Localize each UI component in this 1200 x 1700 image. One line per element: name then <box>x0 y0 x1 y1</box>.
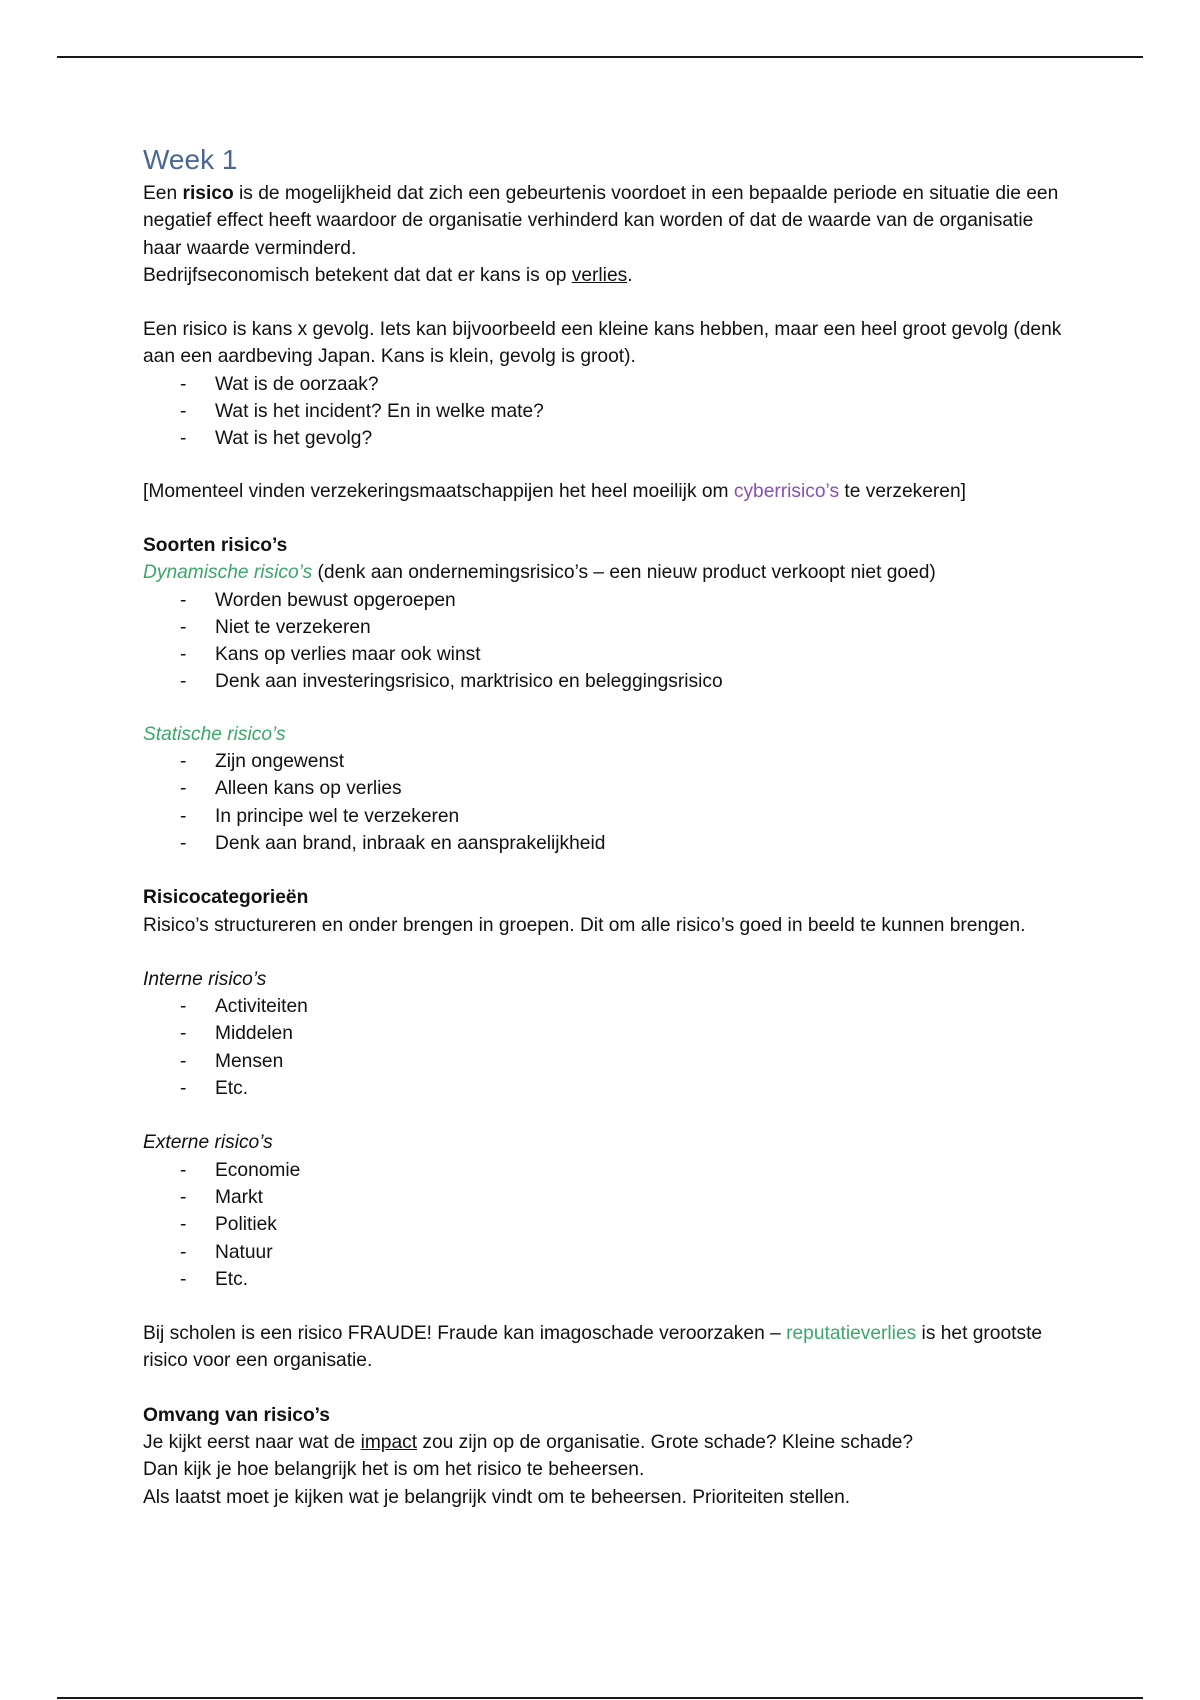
extern-list <box>143 1157 1063 1293</box>
intro-pre: Een <box>143 183 183 204</box>
page-title: Week 1 <box>143 144 238 175</box>
dynamisch-list <box>143 587 1063 696</box>
intro-post: is de mogelijkheid dat zich een gebeurtenis voordoet in een bepaalde periode en situatie die een negatief effect heeft waardoor de organisatie verhinderd kan worden of dat de waarde van de organisatie haar waarde verminderd. <box>143 183 1059 259</box>
categorie-heading: Risicocategorieën <box>143 887 309 909</box>
cyber-pre: [Momenteel vinden verzekeringsmaatschappijen het heel moeilijk om <box>143 480 734 502</box>
statisch-label: Statische risico’s <box>143 723 286 745</box>
list-item: - Etc. <box>143 1075 1063 1102</box>
list-item: - Economie <box>143 1157 1063 1184</box>
list-item: - Worden bewust opgeroepen <box>143 587 1063 614</box>
kans-paragraph: Een risico is kans x gevolg. Iets kan bijvoorbeeld een kleine kans hebben, maar een heel groot gevolg (denk aan een aardbeving Japan. Kans is klein, gevolg is groot). <box>143 319 1062 368</box>
cyber-post: te verzekeren] <box>839 480 966 502</box>
list-item: - Denk aan investeringsrisico, marktrisico en beleggingsrisico <box>143 668 1063 695</box>
document-body <box>143 140 1063 1511</box>
list-item: - Activiteiten <box>143 993 1063 1020</box>
kans-list <box>143 371 1063 453</box>
fraude-post: is het grootste risico voor een organisatie. <box>143 1323 1043 1372</box>
intro-line2-pre: Bedrijfseconomisch betekent dat dat er kans is op <box>143 264 572 286</box>
intro-paragraph <box>143 180 1063 262</box>
intro-line2 <box>143 262 1063 289</box>
statisch-list <box>143 748 1063 857</box>
list-item: - Politiek <box>143 1211 1063 1238</box>
list-item: - Kans op verlies maar ook winst <box>143 641 1063 668</box>
list-item: - Etc. <box>143 1266 1063 1293</box>
intro-term: risico <box>182 183 234 204</box>
soorten-heading: Soorten risico’s <box>143 534 288 556</box>
categorie-text: Risico’s structureren en onder brengen in groepen. Dit om alle risico’s goed in beeld te kunnen brengen. <box>143 914 1026 936</box>
list-item: - Denk aan brand, inbraak en aansprakelijkheid <box>143 830 1063 857</box>
cyber-term: cyberrisico’s <box>733 480 840 502</box>
list-item: - Wat is het incident? En in welke mate? <box>143 398 1063 425</box>
list-item: - In principe wel te verzekeren <box>143 803 1063 830</box>
fraude-pre: Bij scholen is een risico FRAUDE! Fraude kan imagoschade veroorzaken – <box>143 1323 787 1345</box>
extern-label: Externe risico’s <box>143 1132 273 1154</box>
omvang-l1-pre: Je kijkt eerst naar wat de <box>143 1431 361 1453</box>
omvang-line2: Dan kijk je hoe belangrijk het is om het risico te beheersen. <box>143 1459 645 1481</box>
dynamisch-note: (denk aan ondernemingsrisico’s – een nieuw product verkoopt niet goed) <box>312 562 936 584</box>
list-item: - Mensen <box>143 1048 1063 1075</box>
omvang-line3: Als laatst moet je kijken wat je belangrijk vindt om te beheersen. Prioriteiten stellen. <box>143 1486 851 1508</box>
omvang-heading: Omvang van risico’s <box>143 1404 330 1426</box>
list-item: - Alleen kans op verlies <box>143 775 1063 802</box>
footer-rule <box>57 1697 1143 1699</box>
list-item: - Wat is de oorzaak? <box>143 371 1063 398</box>
header-rule <box>57 56 1143 58</box>
intro-line2-post: . <box>627 264 633 286</box>
fraude-term: reputatieverlies <box>786 1323 917 1345</box>
list-item: - Wat is het gevolg? <box>143 425 1063 452</box>
omvang-line1 <box>143 1429 1063 1456</box>
intern-list <box>143 993 1063 1102</box>
list-item: - Natuur <box>143 1239 1063 1266</box>
list-item: - Markt <box>143 1184 1063 1211</box>
intern-label: Interne risico’s <box>143 968 267 990</box>
omvang-l1-post: zou zijn op de organisatie. Grote schade? Kleine schade? <box>417 1431 914 1453</box>
list-item: - Zijn ongewenst <box>143 748 1063 775</box>
fraude-paragraph <box>143 1320 1063 1375</box>
verlies-term: verlies <box>571 264 628 286</box>
list-item: - Niet te verzekeren <box>143 614 1063 641</box>
dynamisch-line <box>143 559 1063 586</box>
dynamisch-label: Dynamische risico’s <box>143 562 313 584</box>
cyber-paragraph <box>143 478 1063 505</box>
impact-term: impact <box>360 1431 418 1453</box>
list-item: - Middelen <box>143 1020 1063 1047</box>
